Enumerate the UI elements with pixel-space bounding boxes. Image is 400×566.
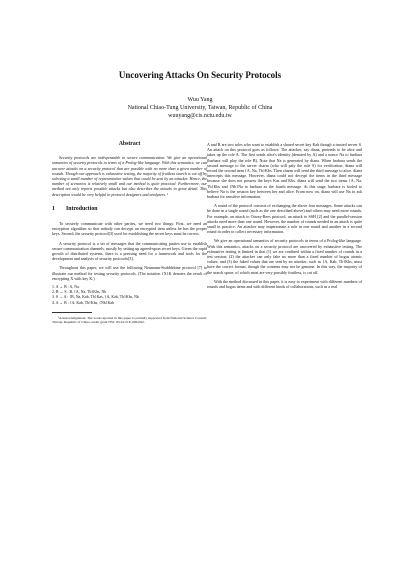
- body-paragraph-1: A and B are two roles who want to establish a shared secret key Kab though a trusted server S. An attack on this protocol goes as follows: The attacker, say diana, pretends to be alice and takes up the role A. The first sends alice's identity (denoted by A) and a nonce Na to barbara (barbara will play the role B). Note that Na is generated by diana. When barbara sends the second message to the server charm (who will paly the role S) for verification, diana will record the second item {A, Na, Tb}Kbs. Then charm will send the third message to alice. diana intercepts this message. However, diana could not decrypt the items in the third message because she does not possess the keys Kas and Kbs. diana will send the two items {A, Na, Tb}Kbs and {Nb}Na to barbara as the fourth message. At this stage, barbara is fooled to believe Na is the session key between her and alice. From now on, diana will use Na to ask barbara for sensitive information.: [207, 142, 362, 200]
- body-paragraph-4: With the method discussed in this paper, it is easy to experiment with different numbers of rounds and bogus items and with different kinds of collaborations, such as a real: [207, 278, 362, 290]
- footnote-rule: [52, 312, 92, 313]
- right-column: [207, 142, 362, 293]
- section-title: Introduction: [66, 205, 98, 212]
- abstract-heading: Abstract: [118, 141, 141, 147]
- protocol-step: 3. S → A : {B, Na, Kab, Tb}Kas, {A, Kab, Tb}Kbs, Nb: [52, 295, 139, 300]
- body-paragraph-3: We give an operational semantics of security protocols in terms of a Prolog-like language. With this semantics, attacks on a security protocol are uncovered by exhaustive testing. The exhaustive testing is limited in that (1) we are confined within a fixed number of rounds in a test session; (2) the attacker can only fake no more than a fixed number of bogus atomic values; and (3) the faked values that are sent by an attacker, such as {A, Kab, Tb}Kbs, must have the correct format, though the contents may not be genuine. In this way, the majority of the search space, of which most are very possibly fruitless, is cut off.: [207, 238, 362, 275]
- section-number: 1: [52, 205, 55, 212]
- author-email: wuuyang@cis.nctu.edu.tw: [168, 113, 232, 119]
- author-affiliation: National Chiao-Tung University, Taiwan, Republic of China: [127, 105, 273, 111]
- protocol-step: 4. A → B : {A, Kab, Tb}Kbs, {Nb}Kab: [52, 300, 115, 305]
- body-paragraph-2: A round of the protocol consists of exchanging the above four messages. Some attacks can be done in a single round (such as the one described above) and others may need more rounds. For example, an attack to Otway-Rees protocol, an attack to SSH [2] and the parallel-session attacks need more than one round. However, the number of rounds needed in an attack is quite small in practice. An attacker may impersonate a role in one round and another in a second round in order to collect necessary information.: [207, 203, 362, 235]
- abstract-text: Security protocols are indispensable in secure communication. We give an operational semantics of security protocols in terms of a Prolog-like language. With this semantics, we can uncover attacks on a security protocol that are possible with no more than a given number of rounds. Though our approach is exhaustive testing, the majority of fruitless search is cut off by selecting a small number of representative values that could be sent by an attacker. Hence, the number of scenarios is relatively small and our method is quite practical. Furthermore, our method not only reports possible attacks but also describes the attacks in great detail. This description would be very helpful to protocol designers and analyzers. ¹: [52, 155, 207, 197]
- footnote: ¹Acknowledgement. The work reported in this paper is partially supported from National Science Council, Taiwan, Republic of China, under grant NSC 93-2213-E-009-092.: [52, 315, 208, 325]
- intro-paragraph-1: To securely communicate with other parties, we need two things: First, we need an encryption algorithm so that nobody can decrypt an encrypted item unless he has the proper keys. Second, the security protocol[3] used for establishing the secret keys must be correct.: [52, 221, 207, 237]
- intro-paragraph-2: A security protocol is a set of messages that the communicating parties use to establish secure communication channels, mostly by setting up agreed-upon secret keys. Given the rapid growth of distributed systems, there is a pressing need for a framework and tools for the development and analysis of security protocols[3].: [52, 240, 207, 262]
- paper-title: Uncovering Attacks On Security Protocols: [118, 70, 282, 80]
- intro-paragraph-3: Throughout this paper, we will use the following Neumann-Stubblebine protocol [7] to illustrate our method for testing security protocols. (The notation {X}K denotes the result of encrypting X with key K.): [52, 265, 207, 281]
- author-name: Wuu Yang: [187, 97, 213, 103]
- protocol-step: 1. A → B : A, Na.: [52, 285, 80, 290]
- section-heading-introduction: [52, 207, 207, 212]
- protocol-step: 2. B → S : B, {A, Na, Tb}Kbs, Nb: [52, 290, 107, 295]
- protocol-listing: [52, 285, 207, 306]
- left-column: [52, 142, 207, 328]
